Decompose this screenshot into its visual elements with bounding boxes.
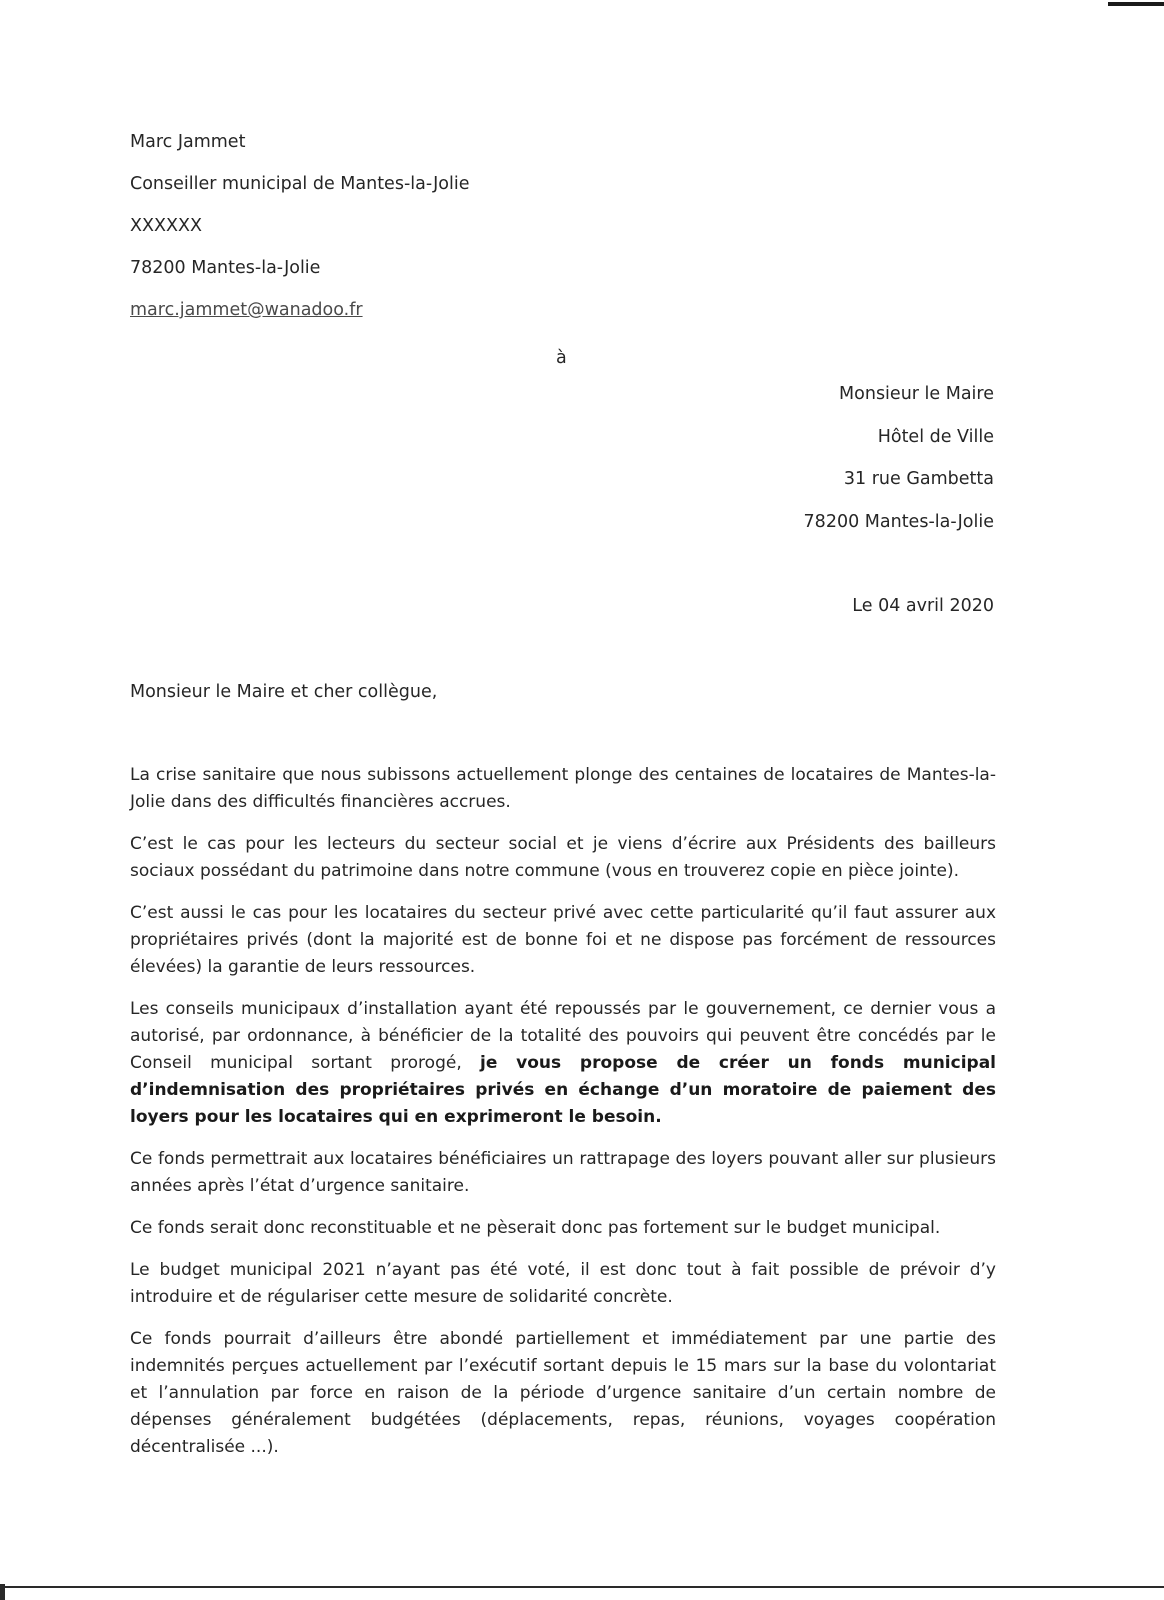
sender-email-link[interactable]: marc.jammet@wanadoo.fr — [130, 300, 363, 320]
scan-corner-mark — [0, 1584, 5, 1600]
recipient-city: 78200 Mantes-la-Jolie — [803, 511, 994, 532]
sender-address: XXXXXX — [130, 216, 202, 236]
salutation: Monsieur le Maire et cher collègue, — [130, 682, 438, 702]
paragraph-2: C’est le cas pour les lecteurs du secteur social et je viens d’écrire aux Présidents des bailleurs sociaux possédant du patrimoine dans notre commune (vous en trouverez copie en pièce jointe). — [130, 834, 996, 881]
recipient-street: 31 rue Gambetta — [843, 469, 994, 489]
to-marker: à — [556, 348, 567, 368]
paragraph-1: La crise sanitaire que nous subissons actuellement plonge des centaines de locataires de Mantes-la-Jolie dans des difficultés financières accrues. — [130, 765, 996, 812]
scan-edge-mark-top — [1108, 2, 1164, 6]
scan-edge-mark-bottom — [0, 1586, 1164, 1588]
paragraph-7: Le budget municipal 2021 n’ayant pas été voté, il est donc tout à fait possible de prévoir d’y introduire et de régulariser cette mesure de solidarité concrète. — [130, 1260, 996, 1307]
sender-name: Marc Jammet — [130, 132, 246, 152]
sender-city: 78200 Mantes-la-Jolie — [130, 258, 321, 278]
recipient-building: Hôtel de Ville — [877, 426, 994, 447]
sender-block — [130, 130, 470, 340]
paragraph-5: Ce fonds permettrait aux locataires bénéficiaires un rattrapage des loyers pouvant aller sur plusieurs années après l’état d’urgence sanitaire. — [130, 1149, 996, 1196]
sender-title: Conseiller municipal de Mantes-la-Jolie — [130, 174, 470, 194]
letter-date: Le 04 avril 2020 — [852, 596, 994, 616]
paragraph-4-text: Les conseils municipaux d’installation ayant été repoussés par le gouvernement, ce dernier vous a autorisé, par ordonnance, à bénéficier de la totalité des pouvoirs qui peuvent être concédés par le Conseil municipal sortant prorogé, — [130, 999, 996, 1073]
paragraph-8: Ce fonds pourrait d’ailleurs être abondé partiellement et immédiatement par une partie des indemnités perçues actuellement par l’exécutif sortant depuis le 15 mars sur la base du volontariat et l’annulation par force en raison de la période d’urgence sanitaire d’un certain nombre de dépenses généralement budgétées (déplacements, repas, réunions, voyages coopération décentralisée ...). — [130, 1329, 996, 1457]
letter-body — [130, 762, 996, 1476]
paragraph-3: C’est aussi le cas pour les locataires du secteur privé avec cette particularité qu’il faut assurer aux propriétaires privés (dont la majorité est de bonne foi et ne dispose pas forcément de ressources élevées) la garantie de leurs ressources. — [130, 903, 996, 977]
recipient-block — [804, 382, 994, 552]
paragraph-6: Ce fonds serait donc reconstituable et ne pèserait donc pas fortement sur le budget municipal. — [130, 1218, 941, 1238]
paragraph-4 — [130, 996, 996, 1131]
recipient-name: Monsieur le Maire — [839, 384, 994, 404]
paragraph-4-proposal: je vous propose de créer un fonds municipal d’indemnisation des propriétaires privés en échange d’un moratoire de paiement des loyers pour les locataires qui en exprimeront le besoin. — [130, 1053, 996, 1127]
